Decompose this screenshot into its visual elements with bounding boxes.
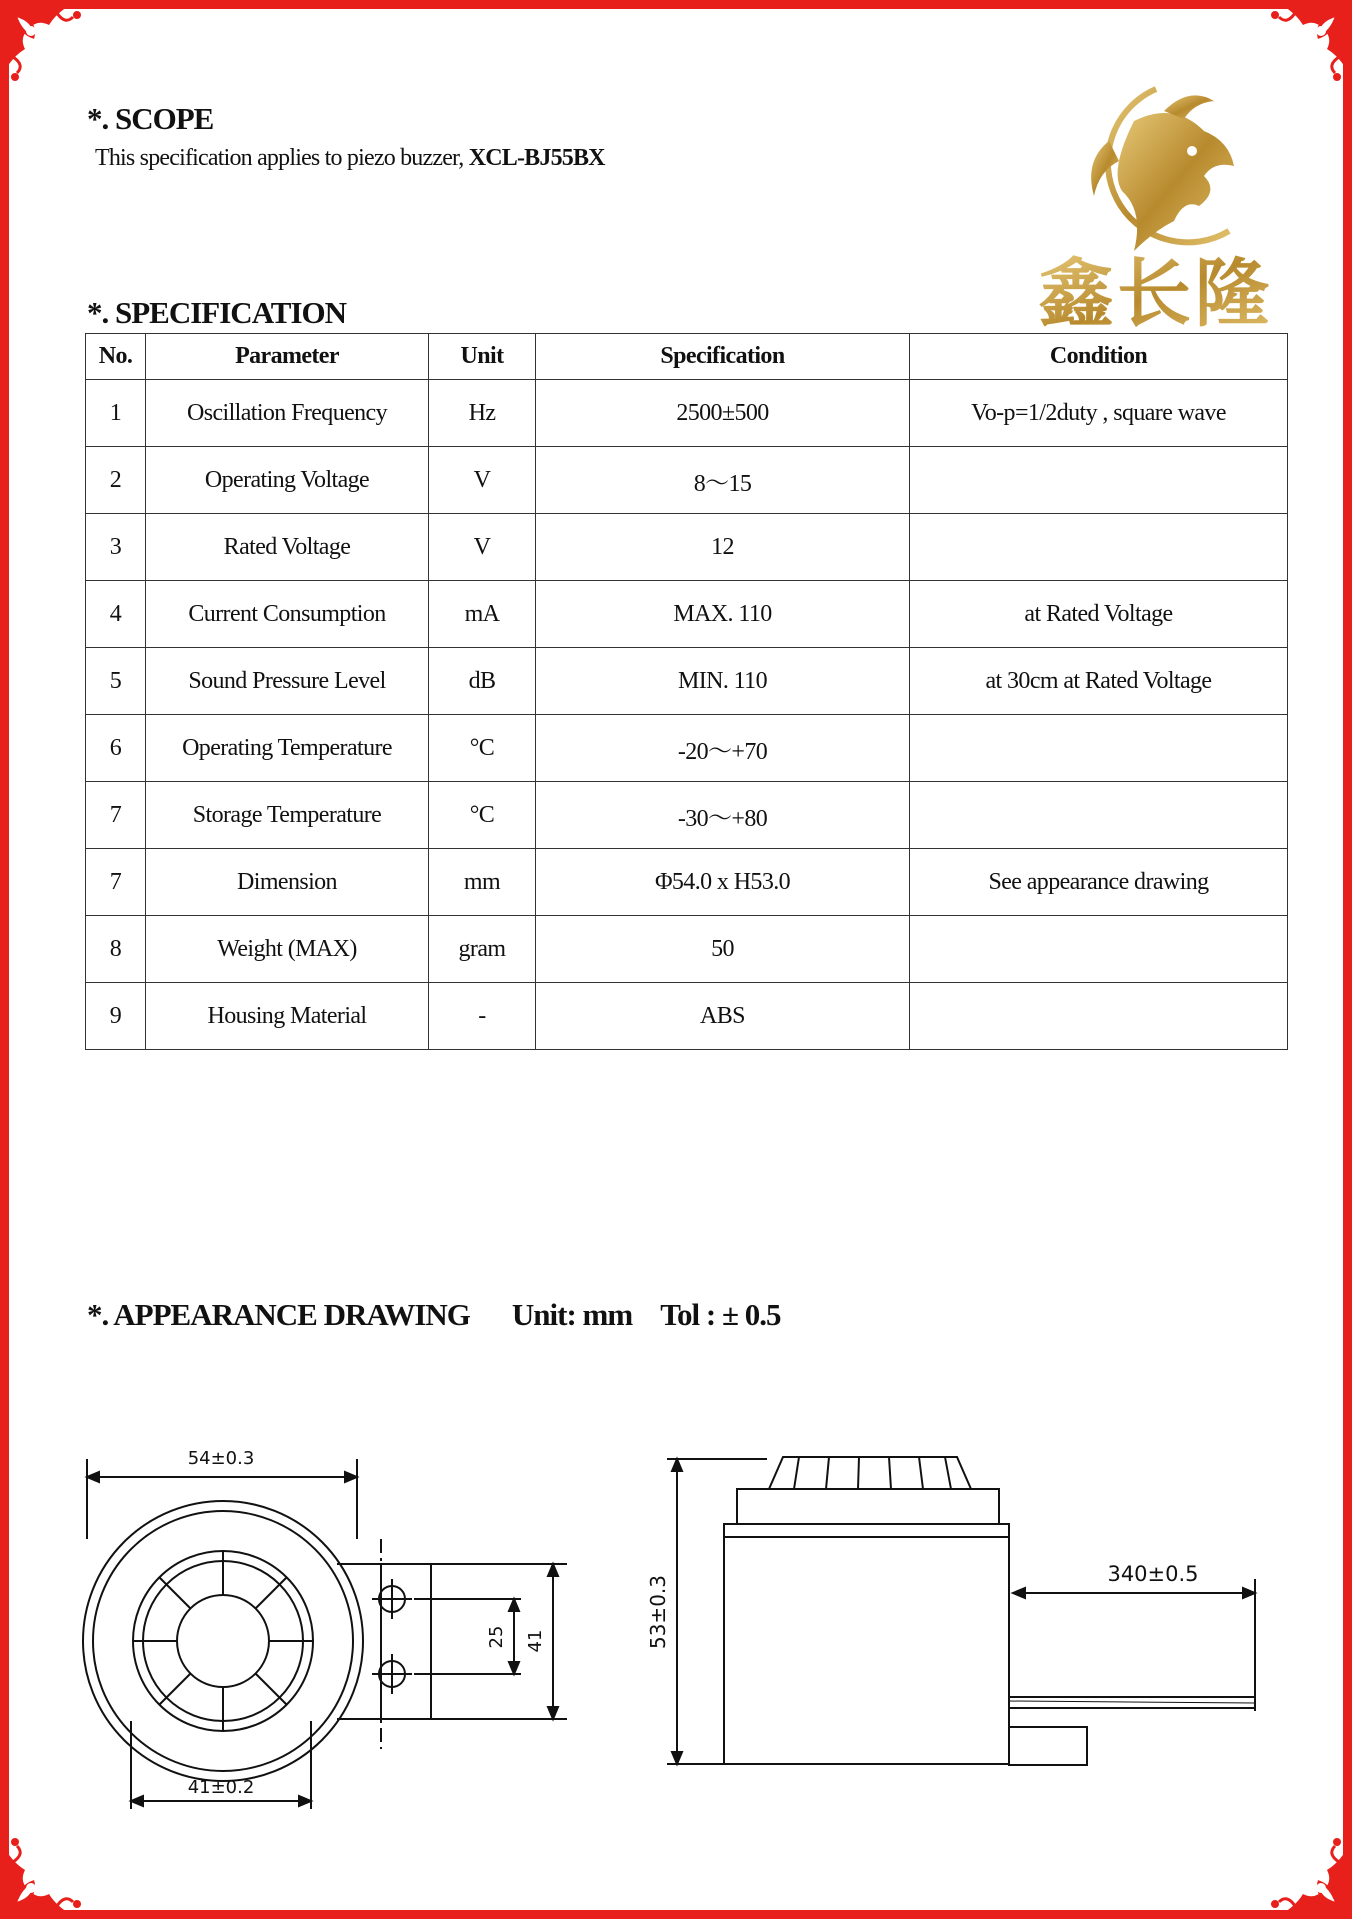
specification-table <box>85 333 1288 1050</box>
table-row <box>86 447 1288 514</box>
scope-heading: *. SCOPE <box>87 101 214 136</box>
row-no-cell: 3 <box>86 514 146 581</box>
bracket-height-label: 41 <box>525 1629 546 1653</box>
scope-text <box>95 145 605 172</box>
row-unit-cell: V <box>429 447 536 514</box>
row-parameter-cell: Housing Material <box>146 983 429 1050</box>
row-condition-cell <box>910 514 1288 581</box>
model-number: XCL-BJ55BX <box>468 145 605 171</box>
row-parameter-cell: Current Consumption <box>146 581 429 648</box>
header-unit: Unit <box>429 334 536 380</box>
header-specification: Specification <box>536 334 910 380</box>
row-unit-cell: °C <box>429 782 536 849</box>
table-row <box>86 849 1288 916</box>
hole-spacing-label: 25 <box>486 1625 507 1649</box>
row-specification-cell: MIN. 110 <box>536 648 910 715</box>
row-no-cell: 1 <box>86 380 146 447</box>
row-unit-cell: V <box>429 514 536 581</box>
table-row <box>86 983 1288 1050</box>
logo-text: 鑫长隆 <box>1039 251 1273 331</box>
row-specification-cell: 12 <box>536 514 910 581</box>
row-parameter-cell: Oscillation Frequency <box>146 380 429 447</box>
row-unit-cell: - <box>429 983 536 1050</box>
row-specification-cell: -30～+80 <box>536 782 910 849</box>
table-row <box>86 648 1288 715</box>
table-row <box>86 916 1288 983</box>
row-parameter-cell: Dimension <box>146 849 429 916</box>
wire-length-label: 340±0.5 <box>1107 1562 1199 1586</box>
row-parameter-cell: Sound Pressure Level <box>146 648 429 715</box>
row-parameter-cell: Rated Voltage <box>146 514 429 581</box>
row-parameter-cell: Storage Temperature <box>146 782 429 849</box>
row-no-cell: 7 <box>86 782 146 849</box>
row-condition-cell: at 30cm at Rated Voltage <box>910 648 1288 715</box>
table-row <box>86 782 1288 849</box>
table-row <box>86 514 1288 581</box>
row-no-cell: 6 <box>86 715 146 782</box>
row-unit-cell: °C <box>429 715 536 782</box>
table-row <box>86 380 1288 447</box>
row-unit-cell: mm <box>429 849 536 916</box>
row-no-cell: 9 <box>86 983 146 1050</box>
corner-ornament-icon <box>7 1822 97 1912</box>
corner-ornament-icon <box>7 7 97 97</box>
row-condition-cell <box>910 715 1288 782</box>
row-condition-cell <box>910 447 1288 514</box>
header-no: No. <box>86 334 146 380</box>
row-specification-cell: ABS <box>536 983 910 1050</box>
header-parameter: Parameter <box>146 334 429 380</box>
row-condition-cell <box>910 782 1288 849</box>
corner-ornament-icon <box>1255 1822 1345 1912</box>
header-condition: Condition <box>910 334 1288 380</box>
row-specification-cell: 8～15 <box>536 447 910 514</box>
row-unit-cell: dB <box>429 648 536 715</box>
row-specification-cell: Φ54.0 x H53.0 <box>536 849 910 916</box>
row-no-cell: 7 <box>86 849 146 916</box>
company-logo <box>1014 81 1299 331</box>
row-condition-cell <box>910 983 1288 1050</box>
row-unit-cell: gram <box>429 916 536 983</box>
row-parameter-cell: Operating Voltage <box>146 447 429 514</box>
row-no-cell: 4 <box>86 581 146 648</box>
outer-diameter-label: 54±0.3 <box>187 1448 255 1469</box>
row-specification-cell: MAX. 110 <box>536 581 910 648</box>
row-unit-cell: Hz <box>429 380 536 447</box>
inner-diameter-label: 41±0.2 <box>187 1777 255 1798</box>
row-unit-cell: mA <box>429 581 536 648</box>
table-header-row <box>86 334 1288 380</box>
row-no-cell: 2 <box>86 447 146 514</box>
specification-heading: *. SPECIFICATION <box>87 295 347 330</box>
appearance-title: *. APPEARANCE DRAWING <box>87 1297 470 1332</box>
table-row <box>86 715 1288 782</box>
appearance-heading <box>87 1297 780 1333</box>
front-view-drawing <box>83 1448 567 1809</box>
height-label: 53±0.3 <box>646 1574 670 1650</box>
row-specification-cell: 50 <box>536 916 910 983</box>
row-condition-cell: at Rated Voltage <box>910 581 1288 648</box>
appearance-drawing <box>69 1429 1309 1829</box>
row-specification-cell: -20～+70 <box>536 715 910 782</box>
row-condition-cell: See appearance drawing <box>910 849 1288 916</box>
row-condition-cell <box>910 916 1288 983</box>
row-parameter-cell: Operating Temperature <box>146 715 429 782</box>
row-condition-cell: Vo-p=1/2duty , square wave <box>910 380 1288 447</box>
dragon-emblem-icon <box>1091 89 1234 251</box>
tolerance-label: Tol : ± 0.5 <box>660 1297 781 1332</box>
row-no-cell: 8 <box>86 916 146 983</box>
side-view-drawing <box>646 1457 1255 1765</box>
row-parameter-cell: Weight (MAX) <box>146 916 429 983</box>
row-no-cell: 5 <box>86 648 146 715</box>
table-row <box>86 581 1288 648</box>
specification-table-body <box>86 380 1288 1050</box>
unit-label: Unit: mm <box>511 1297 633 1332</box>
row-specification-cell: 2500±500 <box>536 380 910 447</box>
scope-text-prefix: This specification applies to piezo buzzer, <box>95 145 464 171</box>
